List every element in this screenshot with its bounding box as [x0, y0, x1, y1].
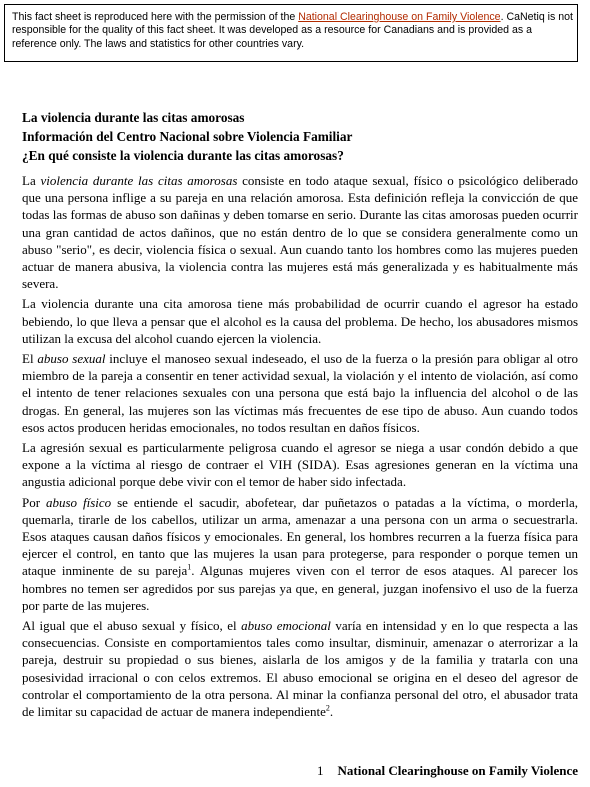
footnote-ref-2: 2 — [325, 703, 330, 713]
paragraph-sexual-abuse: El abuso sexual incluye el manoseo sexual indeseado, el uso de la fuerza o la presión para obligar al otro miembro de la pareja a consentir en tener actividad sexual, la violación y el intento de violación, así como el intento de tener relaciones sexuales con una persona que está bajo la influencia del alcohol o de las drogas. En general, las mujeres son las víctimas más frecuentes de ese tipo de abuso. Aun cuando todos esos actos producen heridas emocionales, no todos resultan en daños físicos. — [22, 351, 578, 435]
page-footer — [0, 763, 578, 779]
page-number: 1 — [317, 763, 324, 778]
clearinghouse-link[interactable]: National Clearinghouse on Family Violence — [298, 11, 501, 23]
term-sexual-abuse: abuso sexual — [37, 351, 106, 367]
paragraph-physical-abuse: Por abuso físico se entiende el sacudir, abofetear, dar puñetazos o patadas a la víctima, o morderla, quemarla, tirarle de los cabellos, utilizar un arma, amenazar a una persona con un arma o secuestrarla. Esos ataques causan daños físicos y emocionales. En general, los hombres recurren a la fuerza física para ejercer el control, en tanto que las mujeres la usan para protegerse, para responder o porque temen un ataque inminente de su pareja$^1$. Algunas mujeres viven con el terror de esos ataques. Al parecer los hombres no temen ser agredidos por sus parejas ya que, en general, juzgan inofensivo el uso de la fuerza por parte de las mujeres. — [22, 494, 578, 613]
footer-organization: National Clearinghouse on Family Violence — [337, 763, 578, 778]
document-subtitle: Información del Centro Nacional sobre Violencia Familiar — [22, 129, 353, 144]
reproduction-notice — [4, 4, 578, 62]
footnote-ref-1: 1 — [187, 563, 192, 573]
fact-sheet-body — [22, 108, 578, 720]
section-question: ¿En qué consiste la violencia durante las citas amorosas? — [22, 148, 344, 163]
document-title: La violencia durante las citas amorosas — [22, 110, 245, 125]
paragraph-sexual-assault: La agresión sexual es particularmente peligrosa cuando el agresor se niega a usar condón debido a que expone a la víctima al riesgo de contraer el VIH (SIDA). Esas agresiones generan en la víctima una angustia adicional porque debe vivir con el temor de haber sido infectada. — [22, 440, 578, 490]
term-emotional-abuse: abuso emocional — [241, 618, 331, 634]
notice-text-after: . CaNetiq is not responsible for the quality of this fact sheet. It was developed as a resource for Canadians and is provided as a reference only. The laws and statistics for other countries vary. — [12, 11, 574, 50]
term-physical-abuse: abuso físico — [46, 494, 112, 510]
term-dating-violence: violencia durante las citas amorosas — [40, 173, 238, 188]
notice-text-before: This fact sheet is reproduced here with the permission of the — [12, 11, 299, 23]
paragraph-alcohol: La violencia durante una cita amorosa tiene más probabilidad de ocurrir cuando el agresor ha estado bebiendo, lo que lleva a pensar que el alcohol es la causa del problema. De hecho, los abusadores mismos utilizan la excusa del alcohol cuando ejercen la violencia. — [22, 296, 578, 346]
paragraph-emotional-abuse: Al igual que el abuso sexual y físico, el abuso emocional varía en intensidad y en lo que respecta a las consecuencias. Consiste en comportamientos tales como insultar, disminuir, amenazar o aterrorizar a la pareja, destruir su propiedad o sus bienes, aislarla de los amigos y de la familia y tratarla con una posesividad irracional o con celos extremos. El abuso emocional se origina en el deseo del agresor de controlar el comportamiento de la otra persona. Al minar la confianza personal del otro, el abusador trata de limitar su capacidad de actuar de manera independiente$^2$. — [22, 618, 578, 720]
paragraph-definition: La violencia durante las citas amorosas consiste en todo ataque sexual, físico o psicológico deliberado que una persona inflige a su pareja en una relación amorosa. Esta definición refleja la convicción de que todas las formas de abuso son dañinas y deben tomarse en serio. Durante las citas amorosas pueden ocurrir una gran cantidad de actos dañinos, que no están dentro de lo que se considera generalmente como un abuso "serio", es decir, violencia física o sexual. Aun cuando tanto los hombres como las mujeres pueden actuar de manera abusiva, la violencia contra las mujeres está más generalizada y es habitualmente más severa. — [22, 173, 578, 292]
